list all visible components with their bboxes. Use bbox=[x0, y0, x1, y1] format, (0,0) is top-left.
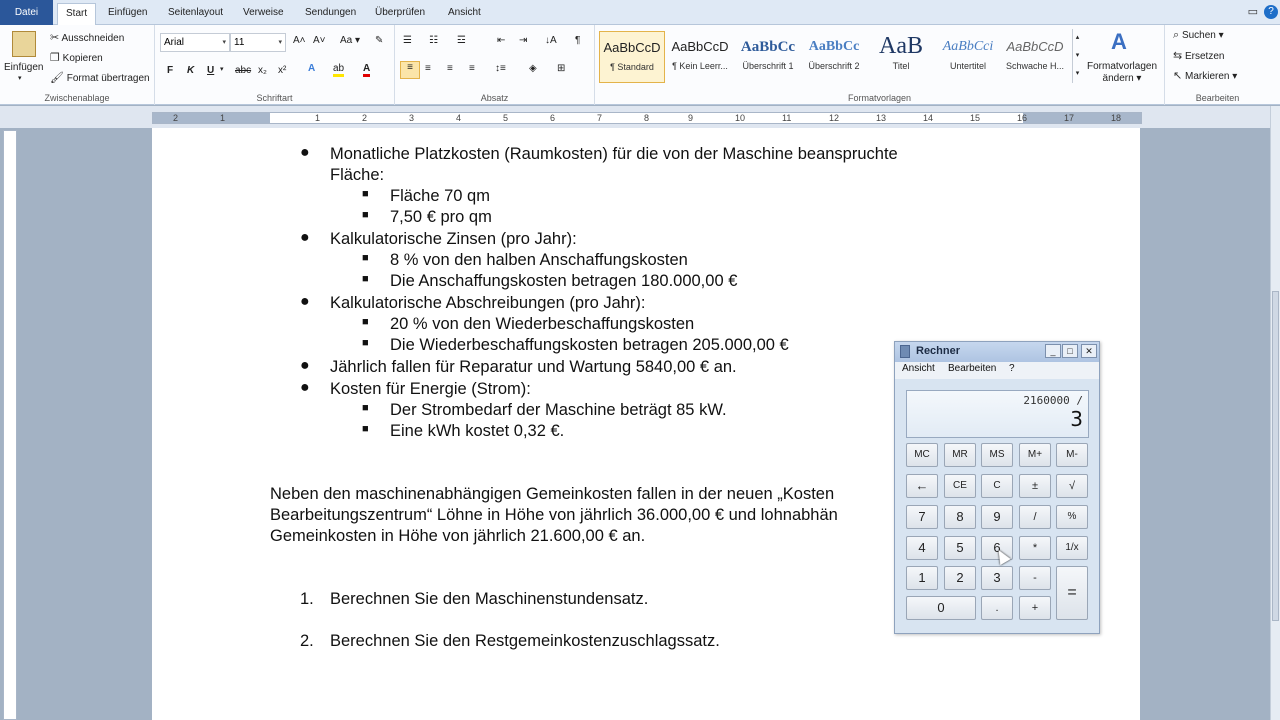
style-heading-2[interactable] bbox=[801, 31, 867, 83]
format-painter-button[interactable] bbox=[50, 71, 150, 84]
tab-view[interactable]: Ansicht bbox=[448, 7, 481, 18]
vertical-ruler bbox=[3, 130, 17, 720]
paste-icon[interactable] bbox=[12, 31, 36, 57]
clear-format-icon[interactable]: ✎ bbox=[375, 35, 384, 46]
chevron-down-icon: ▾ bbox=[278, 39, 282, 46]
decrease-indent-icon[interactable]: ⇤ bbox=[497, 35, 506, 46]
style-sample: AaBbCc bbox=[808, 39, 860, 54]
ruler-number: 16 bbox=[1017, 113, 1028, 123]
tab-page-layout[interactable]: Seitenlayout bbox=[168, 7, 224, 18]
increase-indent-icon[interactable]: ⇥ bbox=[519, 35, 528, 46]
key-m-minus[interactable]: M- bbox=[1056, 443, 1088, 467]
copy-button[interactable] bbox=[50, 51, 103, 64]
numbering-icon[interactable]: ☷ bbox=[429, 35, 438, 46]
format-painter-label: Format übertragen bbox=[66, 73, 150, 84]
bullet-icon: ● bbox=[300, 144, 310, 161]
doc-text: 20 % von den Wiederbeschaffungskosten bbox=[390, 315, 695, 333]
doc-text: Eine kWh kostet 0,32 €. bbox=[390, 422, 565, 440]
ruler-number: 7 bbox=[597, 113, 603, 123]
list-number: 2. bbox=[300, 632, 314, 650]
square-bullet-icon: ■ bbox=[362, 273, 369, 285]
ruler-number: 1 bbox=[220, 113, 226, 123]
font-name-combo[interactable] bbox=[160, 33, 230, 52]
close-button[interactable]: ✕ bbox=[1081, 344, 1097, 358]
ruler-number: 18 bbox=[1111, 113, 1122, 123]
select-button[interactable]: ↖ Markieren ▾ bbox=[1173, 70, 1238, 82]
style-name: Überschrift 1 bbox=[742, 61, 794, 71]
key-decimal[interactable]: . bbox=[981, 596, 1013, 620]
square-bullet-icon: ■ bbox=[362, 209, 369, 221]
square-bullet-icon: ■ bbox=[362, 423, 369, 435]
paste-dropdown-icon[interactable]: ▾ bbox=[18, 75, 22, 82]
list-number: 1. bbox=[300, 590, 314, 608]
style-name: Schwache H... bbox=[1005, 61, 1065, 71]
key-ce[interactable]: CE bbox=[944, 474, 976, 498]
highlight-icon[interactable]: ab bbox=[333, 63, 344, 77]
scissors-icon: ✂ bbox=[50, 32, 60, 44]
style-sample: AaB bbox=[879, 33, 923, 59]
key-multiply[interactable]: * bbox=[1019, 536, 1051, 560]
align-left-icon[interactable]: ≡ bbox=[400, 61, 420, 79]
style-heading-1[interactable] bbox=[735, 31, 801, 83]
tab-review[interactable]: Überprüfen bbox=[375, 7, 426, 18]
menu-view[interactable]: Ansicht bbox=[902, 363, 935, 374]
doc-text: Kosten für Energie (Strom): bbox=[330, 380, 531, 398]
calculator-display bbox=[906, 390, 1089, 438]
group-label-clipboard: Zwischenablage bbox=[44, 93, 110, 103]
ruler-number: 9 bbox=[688, 113, 694, 123]
group-clipboard bbox=[0, 25, 155, 105]
change-styles-label: Formatvorlagen bbox=[1087, 61, 1158, 72]
pilcrow-icon[interactable]: ¶ bbox=[575, 35, 581, 46]
group-label-paragraph: Absatz bbox=[480, 93, 509, 103]
font-size-combo[interactable] bbox=[230, 33, 286, 52]
bullet-icon: ● bbox=[300, 229, 310, 246]
key-2[interactable]: 2 bbox=[944, 566, 976, 590]
key-add[interactable]: + bbox=[1019, 596, 1051, 620]
change-case-icon[interactable]: Aa ▾ bbox=[340, 35, 361, 46]
styles-scroll-icon[interactable]: ▴ ▾ ▾ bbox=[1072, 29, 1082, 83]
ribbon-tab-bar bbox=[0, 0, 1280, 25]
subscript-icon[interactable]: x₂ bbox=[258, 65, 267, 76]
font-name-value: Arial bbox=[164, 37, 185, 48]
change-styles-label-2: ändern bbox=[1102, 73, 1134, 84]
ribbon bbox=[0, 25, 1280, 105]
change-styles-icon[interactable]: A bbox=[1111, 29, 1127, 54]
italic-icon[interactable]: K bbox=[187, 65, 195, 76]
menu-edit[interactable]: Bearbeiten bbox=[948, 363, 997, 374]
square-bullet-icon: ■ bbox=[362, 402, 369, 414]
font-color-icon[interactable]: A bbox=[363, 63, 370, 77]
style-standard[interactable] bbox=[599, 31, 665, 83]
bold-icon[interactable]: F bbox=[167, 65, 174, 76]
group-label-font: Schriftart bbox=[256, 93, 293, 103]
style-name: Überschrift 2 bbox=[808, 61, 860, 71]
grow-font-icon[interactable]: A˄ bbox=[293, 35, 306, 46]
ruler-number: 6 bbox=[550, 113, 556, 123]
key-divide[interactable]: / bbox=[1019, 505, 1051, 529]
style-name: ¶ Standard bbox=[610, 62, 654, 72]
copy-label: Kopieren bbox=[62, 53, 103, 64]
key-5[interactable]: 5 bbox=[944, 536, 976, 560]
ruler-number: 4 bbox=[456, 113, 462, 123]
menu-help[interactable]: ? bbox=[1009, 363, 1015, 374]
maximize-button[interactable]: □ bbox=[1062, 344, 1078, 358]
ruler-number: 2 bbox=[173, 113, 179, 123]
doc-text: Gemeinkosten in Höhe von jährlich 21.600,00 € an. bbox=[270, 527, 646, 545]
sort-icon[interactable]: ↓A bbox=[545, 35, 557, 46]
line-spacing-icon[interactable]: ↕≡ bbox=[495, 63, 506, 74]
change-styles-button[interactable]: Formatvorlagen ändern ▾ bbox=[1087, 61, 1158, 84]
doc-text: 8 % von den halben Anschaffungskosten bbox=[390, 251, 688, 269]
key-backspace[interactable]: ← bbox=[906, 474, 938, 498]
shrink-font-icon[interactable]: A˅ bbox=[313, 35, 326, 46]
strikethrough-icon[interactable]: abc bbox=[235, 65, 252, 76]
calculator-menubar bbox=[895, 362, 1099, 379]
style-sample: AaBbCcD bbox=[1006, 39, 1064, 54]
font-size-value: 11 bbox=[234, 37, 245, 48]
style-title[interactable] bbox=[868, 31, 934, 83]
chevron-down-icon: ▾ bbox=[222, 39, 226, 46]
scrollbar-thumb[interactable] bbox=[1272, 291, 1279, 621]
style-name: Untertitel bbox=[949, 61, 986, 71]
key-m-plus[interactable]: M+ bbox=[1019, 443, 1051, 467]
borders-icon[interactable]: ⊞ bbox=[557, 63, 566, 74]
superscript-icon[interactable]: x² bbox=[278, 65, 287, 76]
ruler-number: 11 bbox=[782, 113, 792, 123]
tab-insert[interactable]: Einfügen bbox=[108, 7, 148, 18]
doc-text: Fläche: bbox=[330, 166, 385, 184]
key-0[interactable]: 0 bbox=[906, 596, 976, 620]
key-equals[interactable]: = bbox=[1056, 566, 1088, 620]
ruler-number: 17 bbox=[1064, 113, 1075, 123]
select-label: Markieren bbox=[1185, 71, 1230, 82]
doc-text: Berechnen Sie den Restgemeinkostenzuschlagssatz. bbox=[330, 632, 720, 650]
cursor-icon: ↖ bbox=[1173, 70, 1183, 82]
find-button[interactable]: ⌕ Suchen ▾ bbox=[1173, 29, 1224, 41]
doc-text: Fläche 70 qm bbox=[390, 187, 490, 205]
align-center-icon[interactable]: ≡ bbox=[425, 63, 431, 74]
square-bullet-icon: ■ bbox=[362, 188, 369, 200]
square-bullet-icon: ■ bbox=[362, 252, 369, 264]
bullets-icon[interactable]: ☰ bbox=[403, 35, 412, 46]
tab-start[interactable]: Start bbox=[57, 3, 96, 25]
vertical-scrollbar[interactable] bbox=[1270, 106, 1280, 720]
style-sample: AaBbCci bbox=[942, 39, 994, 54]
style-name: Titel bbox=[892, 61, 910, 71]
multilevel-list-icon[interactable]: ☲ bbox=[457, 35, 466, 46]
ruler-number: 2 bbox=[362, 113, 368, 123]
doc-text: Monatliche Platzkosten (Raumkosten) für die von der Maschine beanspruchte bbox=[330, 145, 898, 163]
ruler-number: 3 bbox=[409, 113, 415, 123]
style-sample: AaBbCc bbox=[740, 39, 796, 55]
doc-text: Die Anschaffungskosten betragen 180.000,00 € bbox=[390, 272, 738, 290]
calculator-title: Rechner bbox=[916, 345, 961, 357]
group-styles bbox=[595, 25, 1165, 105]
ruler-number: 12 bbox=[829, 113, 840, 123]
style-no-spacing[interactable] bbox=[667, 31, 733, 83]
replace-label: Ersetzen bbox=[1185, 51, 1225, 62]
calculator-icon bbox=[900, 345, 910, 358]
bullet-icon: ● bbox=[300, 357, 310, 374]
ruler-number: 13 bbox=[876, 113, 887, 123]
ruler-number: 5 bbox=[503, 113, 509, 123]
ruler-number: 15 bbox=[970, 113, 981, 123]
copy-icon: ❐ bbox=[50, 52, 60, 64]
style-sample: AaBbCcD bbox=[603, 40, 661, 55]
paste-button[interactable]: Einfügen bbox=[4, 62, 44, 73]
style-subtitle[interactable] bbox=[935, 31, 1001, 83]
square-bullet-icon: ■ bbox=[362, 337, 369, 349]
underline-icon[interactable]: U bbox=[207, 65, 215, 76]
shading-icon[interactable]: ◈ bbox=[529, 63, 537, 74]
group-label-styles: Formatvorlagen bbox=[847, 93, 912, 103]
calculator-value: 3 bbox=[1070, 407, 1083, 431]
key-c[interactable]: C bbox=[981, 474, 1013, 498]
doc-text: Jährlich fallen für Reparatur und Wartung 5840,00 € an. bbox=[330, 358, 737, 376]
minimize-ribbon-icon[interactable]: ▭ bbox=[1247, 6, 1258, 18]
cut-button[interactable] bbox=[50, 31, 124, 44]
key-4[interactable]: 4 bbox=[906, 536, 938, 560]
tab-file[interactable]: Datei bbox=[0, 0, 53, 25]
key-7[interactable]: 7 bbox=[906, 505, 938, 529]
calculator-window[interactable] bbox=[894, 341, 1100, 634]
style-sample: AaBbCcD bbox=[671, 39, 729, 54]
tab-references[interactable]: Verweise bbox=[243, 7, 284, 18]
doc-text: Kalkulatorische Abschreibungen (pro Jahr): bbox=[330, 294, 646, 312]
key-8[interactable]: 8 bbox=[944, 505, 976, 529]
key-9[interactable]: 9 bbox=[981, 505, 1013, 529]
replace-button[interactable] bbox=[1173, 49, 1224, 62]
doc-text: Kalkulatorische Zinsen (pro Jahr): bbox=[330, 230, 577, 248]
doc-text: Die Wiederbeschaffungskosten betragen 205.000,00 € bbox=[390, 336, 789, 354]
help-icon[interactable]: ? bbox=[1264, 5, 1278, 19]
key-sqrt[interactable]: √ bbox=[1056, 474, 1088, 498]
brush-icon: 🖌 bbox=[50, 72, 64, 84]
bullet-icon: ● bbox=[300, 293, 310, 310]
bullet-icon: ● bbox=[300, 379, 310, 396]
justify-icon[interactable]: ≡ bbox=[469, 63, 475, 74]
key-percent[interactable]: % bbox=[1056, 505, 1088, 529]
square-bullet-icon: ■ bbox=[362, 316, 369, 328]
find-label: Suchen bbox=[1181, 30, 1216, 41]
ruler-number: 10 bbox=[735, 113, 746, 123]
key-1[interactable]: 1 bbox=[906, 566, 938, 590]
calculator-titlebar[interactable] bbox=[895, 342, 1099, 362]
key-mr[interactable]: MR bbox=[944, 443, 976, 467]
key-subtract[interactable]: - bbox=[1019, 566, 1051, 590]
ruler-number: 8 bbox=[644, 113, 650, 123]
doc-text: Neben den maschinenabhängigen Gemeinkosten fallen in der neuen „Kosten bbox=[270, 485, 835, 503]
align-right-icon[interactable]: ≡ bbox=[447, 63, 453, 74]
doc-text: Berechnen Sie den Maschinenstundensatz. bbox=[330, 590, 649, 608]
ruler-bar bbox=[152, 112, 1142, 124]
style-subtle-emphasis[interactable] bbox=[1002, 31, 1068, 83]
doc-text: Bearbeitungszentrum“ Löhne in Höhe von jährlich 36.000,00 € und lohnabhän bbox=[270, 506, 838, 524]
doc-text: Der Strombedarf der Maschine beträgt 85 kW. bbox=[390, 401, 727, 419]
key-ms[interactable]: MS bbox=[981, 443, 1013, 467]
minimize-button[interactable]: _ bbox=[1045, 344, 1061, 358]
binoculars-icon: ⌕ bbox=[1173, 29, 1180, 41]
ruler-number: 14 bbox=[923, 113, 934, 123]
key-3[interactable]: 3 bbox=[981, 566, 1013, 590]
group-paragraph bbox=[395, 25, 595, 105]
key-mc[interactable]: MC bbox=[906, 443, 938, 467]
ruler-number: 1 bbox=[315, 113, 321, 123]
group-editing bbox=[1165, 25, 1270, 105]
horizontal-ruler bbox=[0, 106, 1280, 128]
cut-label: Ausschneiden bbox=[61, 33, 125, 44]
key-reciprocal[interactable]: 1/x bbox=[1056, 536, 1088, 560]
group-font bbox=[155, 25, 395, 105]
calculator-expression: 2160000 / bbox=[1023, 394, 1083, 407]
key-plus-minus[interactable]: ± bbox=[1019, 474, 1051, 498]
underline-dropdown-icon[interactable]: ▾ bbox=[220, 66, 224, 73]
replace-icon: ⇆ bbox=[1173, 50, 1183, 62]
ruler-margin-right bbox=[1023, 113, 1141, 123]
doc-text: 7,50 € pro qm bbox=[390, 208, 492, 226]
style-name: ¶ Kein Leerr... bbox=[672, 61, 728, 71]
text-effects-icon[interactable]: A bbox=[308, 63, 316, 74]
group-label-editing: Bearbeiten bbox=[1195, 93, 1240, 103]
key-6[interactable]: 6 bbox=[981, 536, 1013, 560]
tab-mailings[interactable]: Sendungen bbox=[305, 7, 357, 18]
ruler-margin-left bbox=[153, 113, 270, 123]
